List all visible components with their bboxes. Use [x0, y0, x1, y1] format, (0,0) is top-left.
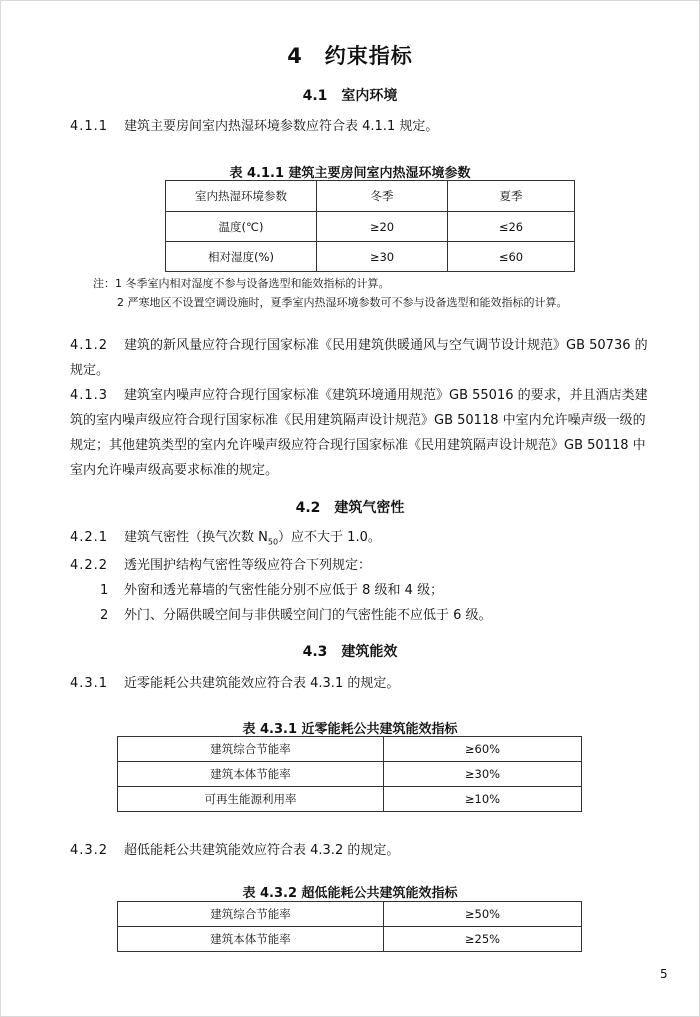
table-cell: 建筑综合节能率 — [118, 737, 384, 762]
page-number: 5 — [660, 967, 668, 981]
table-row — [118, 902, 582, 927]
table-4-3-1 — [117, 736, 582, 812]
list-text: 外门、分隔供暖空间与非供暖空间门的气密性能不应低于 6 级。 — [124, 608, 492, 623]
clause-number: 4.2.1 — [70, 530, 109, 545]
clause-4-2-1 — [70, 525, 381, 555]
table-cell: ≥60% — [384, 737, 582, 762]
section-4-2-title: 4.2 建筑气密性 — [295, 500, 405, 516]
table-4-3-2-caption: 表 4.3.2 超低能耗公共建筑能效指标 — [242, 886, 458, 901]
table-row — [166, 212, 575, 242]
clause-number: 4.3.2 — [70, 843, 109, 858]
clause-text-line: 筑的室内噪声级应符合现行国家标准《民用建筑隔声设计规范》GB 50118 中室内允许噪声级一级的 — [70, 413, 646, 428]
header-cell: 夏季 — [448, 181, 575, 212]
clause-number: 4.1.3 — [70, 388, 109, 403]
table-cell: 建筑综合节能率 — [118, 902, 384, 927]
table-cell: ≤26 — [448, 212, 575, 242]
table-cell: 建筑本体节能率 — [118, 927, 384, 952]
table-header-row — [166, 181, 575, 212]
clause-number: 4.2.2 — [70, 558, 109, 573]
header-cell: 冬季 — [317, 181, 448, 212]
table-cell: ≥30% — [384, 762, 582, 787]
clause-text: ）应不大于 1.0。 — [278, 530, 381, 545]
chapter-title: 4 约束指标 — [287, 44, 413, 68]
clause-number: 4.1.1 — [70, 119, 109, 134]
table-note-2: 2 严寒地区不设置空调设施时，夏季室内热湿环境参数可不参与设备选型和能效指标的计算。 — [117, 296, 568, 309]
table-cell: ≥50% — [384, 902, 582, 927]
list-number: 1 — [100, 583, 109, 598]
clause-4-3-1 — [70, 671, 399, 696]
header-cell: 室内热湿环境参数 — [166, 181, 317, 212]
table-4-1-1 — [165, 180, 575, 272]
clause-number: 4.3.1 — [70, 676, 109, 691]
clause-4-1-2 — [70, 333, 648, 383]
clause-text: 建筑主要房间室内热湿环境参数应符合表 4.1.1 规定。 — [124, 119, 439, 134]
list-item-1 — [100, 578, 443, 603]
list-text: 外窗和透光幕墙的气密性能分别不应低于 8 级和 4 级； — [124, 583, 444, 598]
table-4-3-2 — [117, 901, 582, 952]
table-cell: ≥30 — [317, 242, 448, 272]
subscript: 50 — [267, 537, 279, 547]
clause-text-line: 规定；其他建筑类型的室内允许噪声级应符合现行国家标准《民用建筑隔声设计规范》GB 50118 中 — [70, 438, 646, 453]
table-row — [118, 737, 582, 762]
table-cell: ≥20 — [317, 212, 448, 242]
table-cell: ≤60 — [448, 242, 575, 272]
list-number: 2 — [100, 608, 109, 623]
list-item-2 — [100, 603, 492, 628]
clause-text-line: 建筑的新风量应符合现行国家标准《民用建筑供暖通风与空气调节设计规范》GB 50736 的 — [124, 338, 648, 353]
table-note-1: 注：1 冬季室内相对湿度不参与设备选型和能效指标的计算。 — [93, 277, 390, 290]
clause-text-line: 规定。 — [70, 363, 110, 378]
table-row — [118, 927, 582, 952]
table-row — [166, 242, 575, 272]
table-4-3-1-caption: 表 4.3.1 近零能耗公共建筑能效指标 — [242, 722, 458, 737]
table-row — [118, 762, 582, 787]
clause-text-line: 室内允许噪声级高要求标准的规定。 — [70, 463, 279, 478]
table-cell: 温度(℃) — [166, 212, 317, 242]
clause-text: 建筑气密性（换气次数 N — [124, 530, 268, 545]
section-4-1-title: 4.1 室内环境 — [302, 88, 398, 104]
clause-4-1-3 — [70, 383, 648, 483]
table-cell: 建筑本体节能率 — [118, 762, 384, 787]
clause-text: 近零能耗公共建筑能效应符合表 4.3.1 的规定。 — [124, 676, 400, 691]
clause-number: 4.1.2 — [70, 338, 109, 353]
table-4-1-1-caption: 表 4.1.1 建筑主要房间室内热湿环境参数 — [229, 166, 471, 181]
table-cell: 相对湿度(%) — [166, 242, 317, 272]
clause-4-2-2 — [70, 553, 371, 578]
section-4-3-title: 4.3 建筑能效 — [302, 644, 398, 660]
clause-text-line: 建筑室内噪声应符合现行国家标准《建筑环境通用规范》GB 55016 的要求，并且酒店类建 — [124, 388, 648, 403]
clause-4-1-1 — [70, 114, 438, 139]
table-cell: ≥10% — [384, 787, 582, 812]
table-row — [118, 787, 582, 812]
table-cell: 可再生能源利用率 — [118, 787, 384, 812]
clause-text: 透光围护结构气密性等级应符合下列规定： — [124, 558, 372, 573]
table-cell: ≥25% — [384, 927, 582, 952]
clause-text: 超低能耗公共建筑能效应符合表 4.3.2 的规定。 — [124, 843, 400, 858]
clause-4-3-2 — [70, 838, 399, 863]
